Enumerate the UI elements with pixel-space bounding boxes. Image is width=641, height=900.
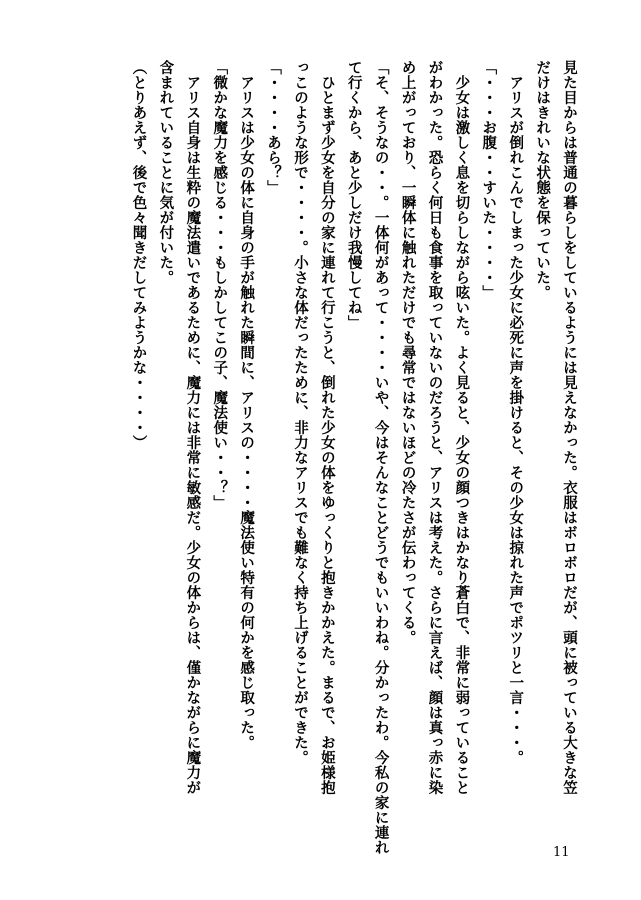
text-line: がわかった。恐らく何日も食事を取っていないのだろうと、アリスは考えた。さらに言えば、顔は真っ赤に染: [426, 60, 443, 795]
text-line: 「・・・お腹・・すいた・・・・」: [480, 60, 497, 300]
text-line: 「・・・・あら？」: [265, 60, 282, 195]
text-line: アリス自身は生粋の魔法遣いであるために、魔力には非常に敏感だ。少女の体からは、僅かながらに魔力が: [184, 60, 201, 795]
text-line: っこのような形で・・・・。小さな体だったために、非力なアリスでも難なく持ち上げることができた。: [291, 60, 308, 765]
text-line: アリスは少女の体に自身の手が触れた瞬間に、アリスの・・・・魔法使い特有の何かを感じ取った。: [238, 60, 255, 750]
text-line: ひとまず少女を自分の家に連れて行こうと、倒れた少女の体をゆっくりと抱きかかえた。まるで、お姫様抱: [318, 60, 335, 795]
page-number: 11: [553, 845, 570, 860]
text-line: アリスが倒れこんでしまった少女に必死に声を掛けると、その少女は掠れた声でポツリと一言・・・。: [507, 60, 524, 765]
text-line: だけはきれいな状態を保っていた。: [534, 60, 551, 300]
text-line: 少女は激しく息を切らしながら呟いた。よく見ると、少女の顔つきはかなり蒼白で、非常に弱っていること: [453, 60, 470, 795]
text-line: 含まれていることに気が付いた。: [157, 60, 174, 285]
text-line: 「そ、そうなの・・。一体何があって・・・・いや、今はそんなことどうでもいいわね。分かったわ。今私の家に連れ: [372, 60, 389, 855]
text-line: め上がっており、一瞬体に触れただけでも尋常ではないほどの冷たさが伝わってくる。: [399, 60, 416, 645]
text-line: （とりあえず、後で色々聞きだしてみようかな・・・・）: [130, 60, 147, 450]
text-line: 「微かな魔力を感じる・・・もしかしてこの子、魔法使い・・？」: [211, 60, 228, 510]
text-line: て行くから、あと少しだけ我慢してね」: [345, 60, 362, 330]
text-line: 見た目からは普通の暮らしをしているようには見えなかった。衣服はボロボロだが、頭に被っている大きな笠: [561, 60, 577, 795]
